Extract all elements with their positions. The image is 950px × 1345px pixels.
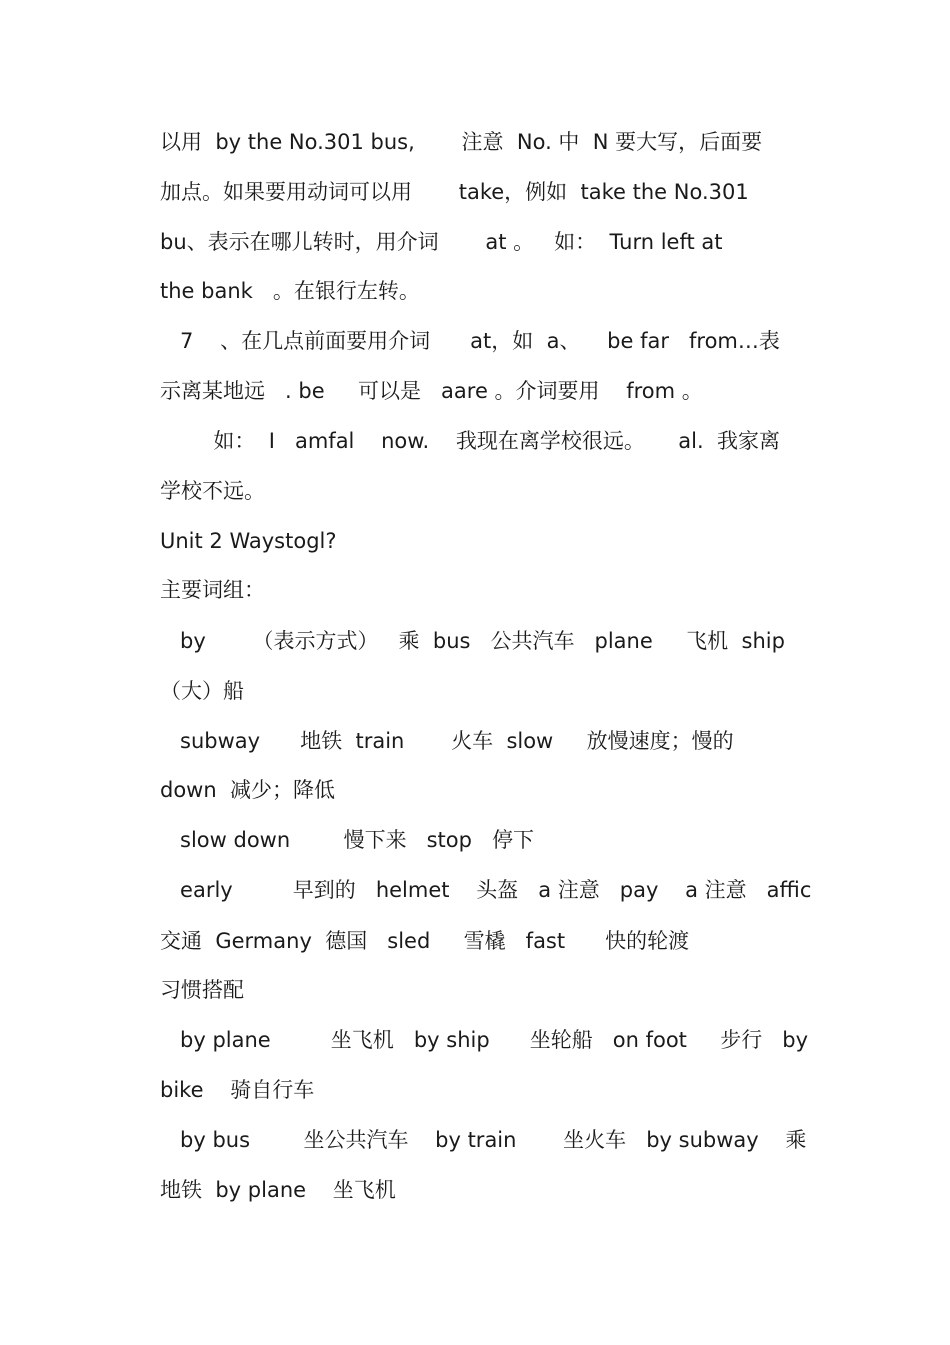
text-line: early 早到的 helmet 头盔 a 注意 pay a 注意 affic — [160, 878, 812, 902]
text-line: 交通 Germany 德国 sled 雪橇 fast 快的轮渡 — [160, 929, 690, 953]
text-line: 学校不远。 — [160, 479, 265, 503]
text-line: 如： I amfal now. 我现在离学校很远。 al. 我家离 — [160, 429, 780, 453]
text-line: by （表示方式） 乘 bus 公共汽车 plane 飞机 ship — [160, 629, 785, 653]
text-line: bike 骑自行车 — [160, 1078, 315, 1102]
section-heading: 主要词组： — [160, 578, 265, 602]
text-line: by bus 坐公共汽车 by train 坐火车 by subway 乘 — [160, 1128, 807, 1152]
section-heading: Unit 2 Waystogl? — [160, 529, 337, 553]
text-line: 示离某地远 . be 可以是 aare 。介词要用 from 。 — [160, 379, 703, 403]
text-line: slow down 慢下来 stop 停下 — [160, 828, 534, 852]
text-line: by plane 坐飞机 by ship 坐轮船 on foot 步行 by — [160, 1028, 809, 1052]
text-line: （大）船 — [160, 679, 244, 703]
text-line: subway 地铁 train 火车 slow 放慢速度；慢的 — [160, 729, 734, 753]
section-heading: 习惯搭配 — [160, 978, 244, 1002]
text-line: bu、表示在哪儿转时，用介词 at 。 如： Turn left at — [160, 230, 723, 254]
text-line: 加点。如果要用动词可以用 take，例如 take the No.301 — [160, 180, 749, 204]
text-line: the bank 。在银行左转。 — [160, 279, 420, 303]
text-line: 以用 by the No.301 bus, 注意 No. 中 N 要大写，后面要 — [160, 130, 763, 154]
text-line: 7 、在几点前面要用介词 at，如 a、 be far from…表 — [160, 329, 780, 353]
text-line: 地铁 by plane 坐飞机 — [160, 1178, 396, 1202]
text-line: down 减少；降低 — [160, 778, 336, 802]
